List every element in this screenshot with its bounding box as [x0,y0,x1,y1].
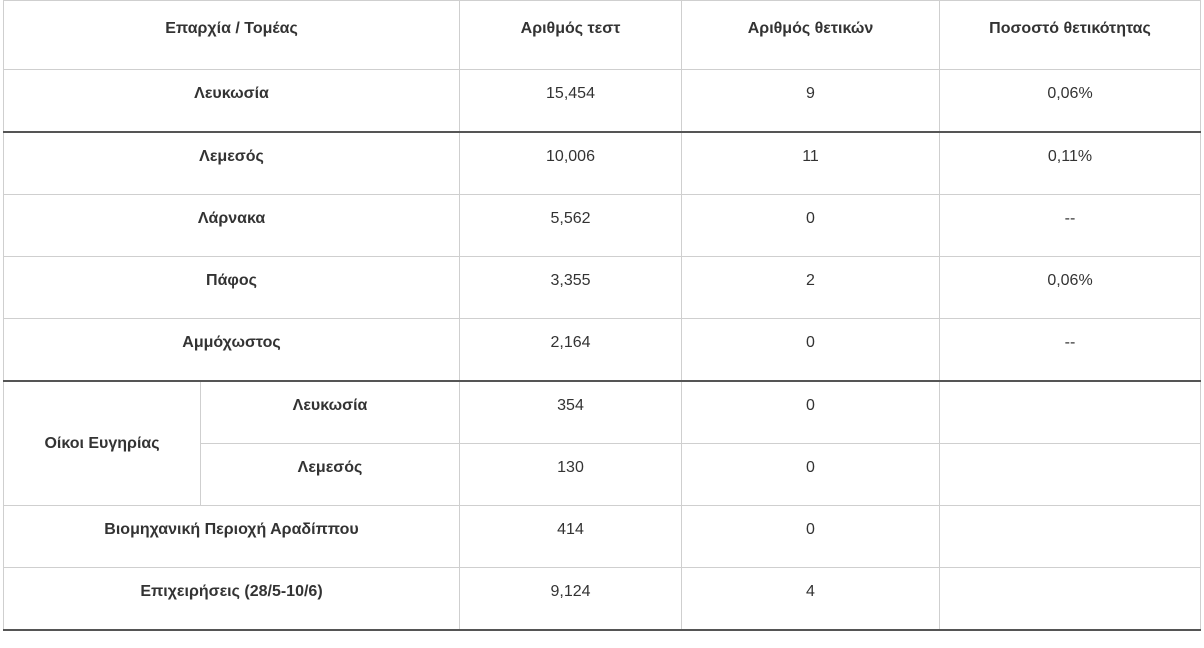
row-rate [940,444,1201,506]
row-tests: 15,454 [460,70,682,133]
test-results-table [3,0,1201,631]
table-row [4,195,1201,257]
row-tests: 3,355 [460,257,682,319]
header-region: Επαρχία / Τομέας [4,1,460,70]
row-positives: 2 [682,257,940,319]
row-tests: 354 [460,381,682,444]
table-row [4,257,1201,319]
row-positives: 0 [682,381,940,444]
header-rate: Ποσοστό θετικότητας [940,1,1201,70]
table-row [4,568,1201,631]
row-region: Λευκωσία [4,70,460,133]
row-positives: 4 [682,568,940,631]
row-positives: 0 [682,506,940,568]
row-rate: 0,11% [940,132,1201,195]
table-row [4,132,1201,195]
table-row [4,506,1201,568]
row-region: Επιχειρήσεις (28/5-10/6) [4,568,460,631]
row-positives: 11 [682,132,940,195]
row-rate: -- [940,195,1201,257]
row-tests: 10,006 [460,132,682,195]
table-row [4,70,1201,133]
row-region: Αμμόχωστος [4,319,460,382]
row-subregion: Λευκωσία [201,381,460,444]
row-positives: 0 [682,319,940,382]
row-region: Λεμεσός [4,132,460,195]
row-rate [940,381,1201,444]
row-tests: 2,164 [460,319,682,382]
row-region: Πάφος [4,257,460,319]
row-tests: 5,562 [460,195,682,257]
row-tests: 130 [460,444,682,506]
care-homes-group-label: Οίκοι Ευγηρίας [4,381,201,506]
header-positives: Αριθμός θετικών [682,1,940,70]
row-positives: 0 [682,195,940,257]
table-row [4,319,1201,382]
row-subregion: Λεμεσός [201,444,460,506]
row-rate [940,568,1201,631]
row-rate [940,506,1201,568]
table-header-row [4,1,1201,70]
row-positives: 9 [682,70,940,133]
row-rate: 0,06% [940,257,1201,319]
row-tests: 414 [460,506,682,568]
table-row [4,381,1201,444]
row-region: Βιομηχανική Περιοχή Αραδίππου [4,506,460,568]
row-rate: 0,06% [940,70,1201,133]
header-tests: Αριθμός τεστ [460,1,682,70]
row-tests: 9,124 [460,568,682,631]
row-rate: -- [940,319,1201,382]
row-region: Λάρνακα [4,195,460,257]
row-positives: 0 [682,444,940,506]
